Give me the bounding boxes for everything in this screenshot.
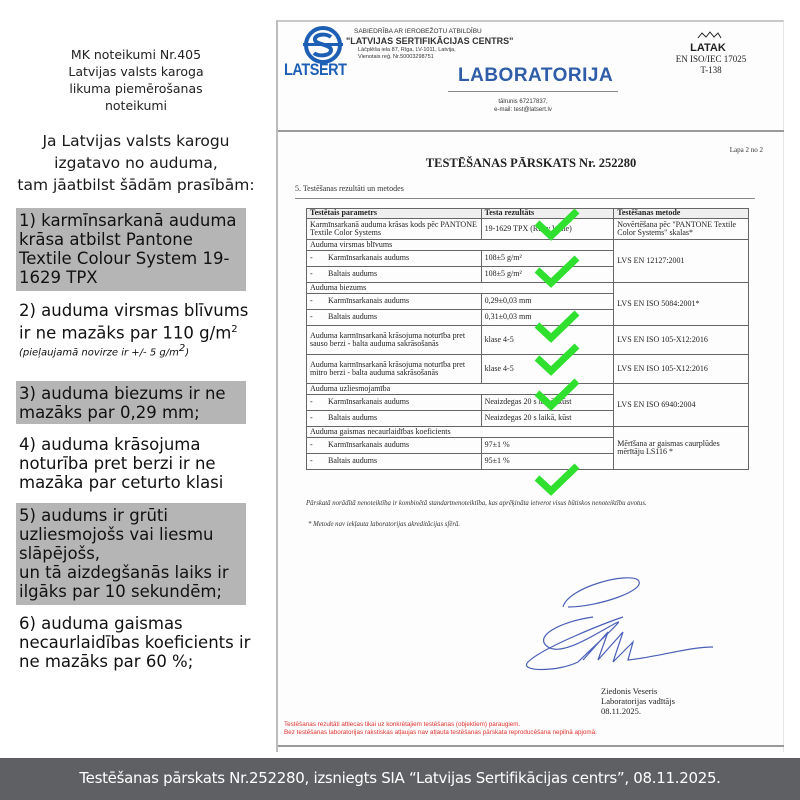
divider (448, 91, 618, 92)
table-row: Auduma karmīnsarkanā krāsojuma noturība pret mitro berzi - balta auduma sakrāsošanās klase 4-5 LVS EN ISO 105-X12:2016 (307, 355, 749, 384)
requirement-5: 5) audums ir grūti uzliesmojošs vai liesmu slāpējošs, un tā aizdegšanās laiks ir ilgāks par 10 sekundēm; (16, 503, 246, 605)
table-row: Auduma karmīnsarkanā krāsojuma noturība pret sauso berzi - balta auduma sakrāsošanās klase 4-5 LVS EN ISO 105-X12:2016 (307, 326, 749, 355)
requirement-4: 4) auduma krāsojuma noturība pret berzi ir ne mazāka par ceturto klasi (19, 435, 224, 492)
signer-block: Ziedonis Veseris Laboratorijas vadītājs 08.11.2025. (601, 686, 675, 716)
disclaimer: Testēšanas rezultāti attiecas tikai uz konkrētajiem testēšanas (objektiem) paraugiem. Bez testēšanas laboratorijas rakstiskas atļaujas nav atļauta testēšanas pārskata reproducēšana nepilnā apjomā. (284, 721, 597, 736)
column-header: Testēšanas metode (614, 209, 749, 219)
table-row: Karmīnsarkanā auduma krāsas kods pēc PANTONE Textile Color Systems 19-1629 TPX (Ruby Wine) Novērtēšana pēc "PANTONE Textile Color Systems" skalas* (307, 219, 749, 240)
requirement-2-note: (pieļaujamā novirze ir +/- 5 $g/m^2$) (19, 342, 190, 358)
table-row: - Baltais audums 0,31±0,03 mm (307, 310, 749, 326)
accreditation-standard: EN ISO/IEC 17025 T-138 (675, 54, 747, 75)
table-row: Auduma uzliesmojamība LVS EN ISO 6940:2004 (307, 384, 749, 395)
company-type: SABIEDRĪBA AR IEROBEŽOTU ATBILDĪBU (354, 28, 482, 35)
column-header: Testētais parametrs (307, 209, 482, 219)
requirement-6: 6) auduma gaismas necaurlaidības koeficients ir ne mazāks par 60 %; (19, 614, 251, 671)
header-divider (278, 130, 784, 132)
lab-contact: tālrunis 67217837, e-mail: test@latsert.lv (494, 99, 552, 113)
results-table (306, 208, 749, 470)
requirement-1: 1) karmīnsarkanā auduma krāsa atbilst Pantone Textile Colour System 19-1629 TPX (16, 208, 246, 291)
accreditation-footnote: * Metode nav iekļauta laboratorijas akreditācijas sfērā. (308, 521, 461, 528)
table-row: Auduma biezums LVS EN ISO 5084:2001* (307, 283, 749, 294)
section-divider (295, 198, 755, 199)
latak-accreditation-logo-icon (688, 30, 728, 54)
table-row: - Karmīnsarkanais audums 0,29±0,03 mm (307, 294, 749, 310)
regulation-reference: MK noteikumi Nr.405 Latvijas valsts karoga likuma piemērošanas noteikumi (68, 47, 204, 113)
table-row: Auduma gaismas necaurlaidības koeficients Mērīšana ar gaismas caurplūdes mērītāju LS116 * (307, 427, 749, 438)
caption-text: Testēšanas pārskats Nr.252280, izsniegts SIA “Latvijas Sertifikācijas centrs”, 08.11.2025. (79, 769, 721, 787)
check-icon (533, 462, 581, 496)
table-row: - Baltais audums 108±5 g/m² (307, 267, 749, 283)
check-icon (533, 207, 581, 241)
laboratory-title: LABORATORIJA (458, 65, 614, 86)
column-header: Testa rezultāts (481, 209, 614, 219)
footer-divider (278, 745, 784, 747)
company-name: "LATVIJAS SERTIFIKĀCIJAS CENTRS" (346, 36, 514, 46)
requirement-3: 3) auduma biezums ir ne mazāks par 0,29 mm; (16, 381, 246, 424)
table-row: - Karmīnsarkanais audums Neaizdegas 20 s laikā, kūst (307, 395, 749, 411)
requirements-intro: Ja Latvijas valsts karogu izgatavo no auduma, tam jāatbilst šādām prasībām: (17, 132, 255, 194)
signature-icon (458, 562, 758, 682)
svg-text:LATAK: LATAK (690, 42, 726, 54)
caption-bar (0, 758, 800, 800)
table-row: - Karmīnsarkanais audums 97±1 % (307, 438, 749, 454)
table-header-row (307, 209, 749, 219)
latsert-wordmark: LATSERT (284, 60, 347, 79)
check-icon (533, 342, 581, 376)
page-number: Lapa 2 no 2 (729, 146, 763, 154)
table-row: - Baltais audums 95±1 % (307, 454, 749, 470)
check-icon (533, 377, 581, 411)
test-report-document (276, 20, 784, 752)
report-title: TESTĒŠANAS PĀRSKATS Nr. 252280 (425, 156, 637, 170)
uncertainty-footnote: Pārskatā norādītā nenoteiktība ir kombinētā standartnenoteiktība, kas aprēķināta ietverot visus būtiskos nenoteiktību avotus. (306, 500, 647, 507)
table-row: - Karmīnsarkanais audums 108±5 g/m² (307, 251, 749, 267)
table-row: - Baltais audums Neaizdegas 20 s laikā, kūst (307, 411, 749, 427)
requirement-2: 2) auduma virsmas blīvums ir ne mazāks par 110 $g/m^2$ (pieļaujamā novirze ir +/- 5 $g/m^2$) (16, 298, 256, 362)
table-row: Auduma virsmas blīvums LVS EN 12127:2001 (307, 240, 749, 251)
check-icon (533, 309, 581, 343)
company-address: Lāčplēša iela 87, Rīga, LV-1011, Latvija, Vienotais reģ. Nr.50003298751 (358, 47, 456, 60)
section-heading: 5. Testēšanas rezultāti un metodes (295, 184, 404, 193)
check-icon (533, 254, 581, 288)
requirements-panel (0, 0, 272, 758)
